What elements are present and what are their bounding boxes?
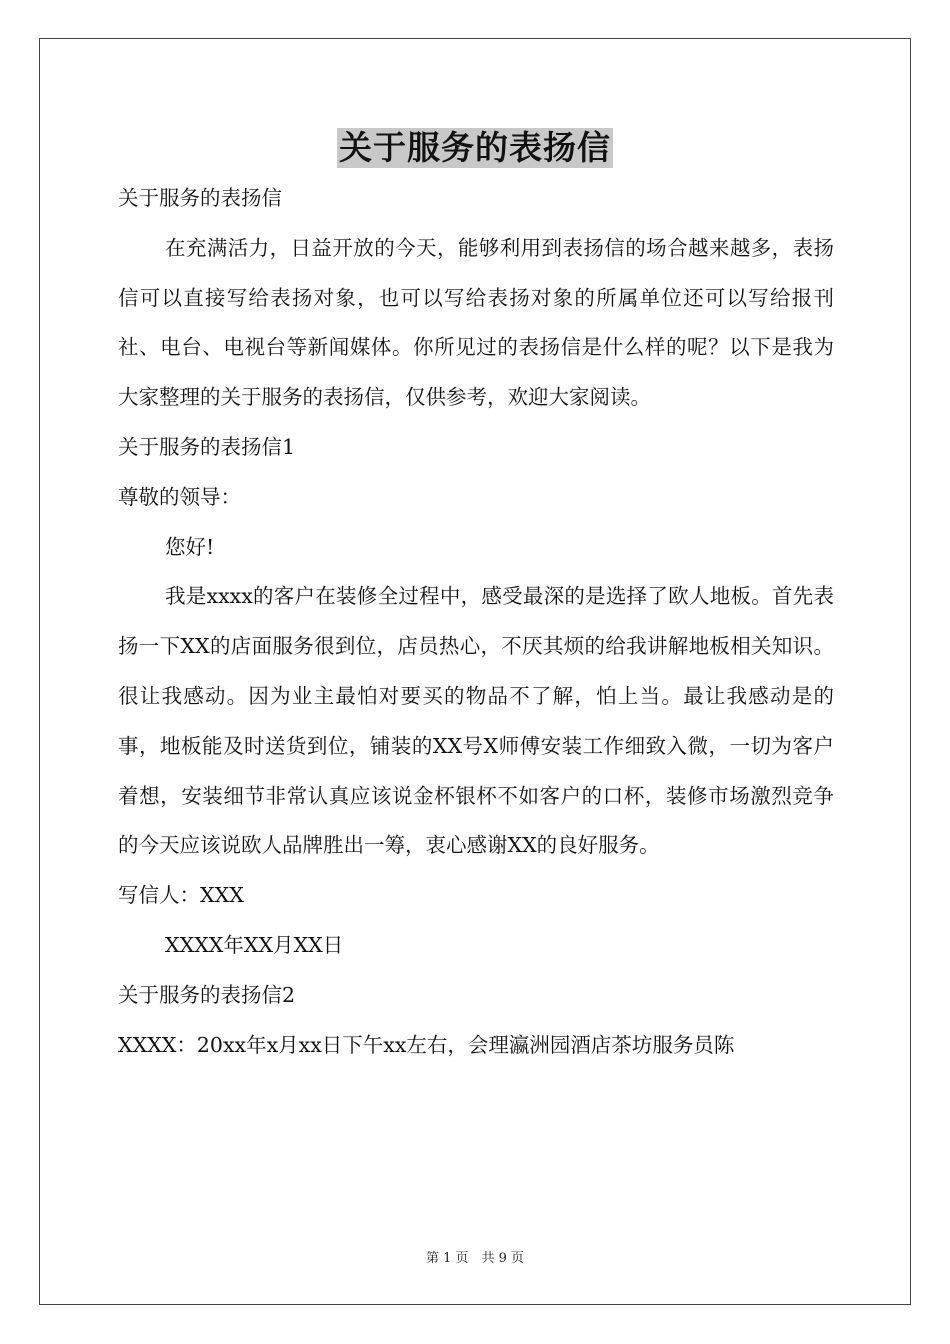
- title-container: [0, 128, 950, 168]
- letter-2-body: XXXX：20xx年x月xx日下午xx左右，会理瀛洲园酒店茶坊服务员陈: [118, 1032, 735, 1057]
- section-heading-2: 关于服务的表扬信2: [118, 982, 296, 1007]
- greeting: 您好!: [165, 534, 215, 559]
- section-heading-1: 关于服务的表扬信1: [118, 434, 296, 459]
- page-footer: [0, 1247, 950, 1266]
- letter-1-author: 写信人：XXX: [118, 883, 244, 908]
- document-title: 关于服务的表扬信: [339, 128, 611, 167]
- page-number: 第 1 页 共 9 页: [425, 1251, 525, 1266]
- letter-1-date: XXXX年XX月XX日: [165, 932, 344, 957]
- subtitle-line: 关于服务的表扬信: [118, 186, 282, 210]
- letter-1-body: 我是xxxx的客户在装修全过程中，感受最深的是选择了欧人地板。首先表扬一下XX的店面服务很到位，店员热心，不厌其烦的给我讲解地板相关知识。很让我感动。因为业主最怕对要买的物品不了解，怕上当。最让我感动是的事，地板能及时送货到位，铺装的XX号X师傅安装工作细致入微，一切为客户着想，安装细节非常认真应该说金杯银杯不如客户的口杯，装修市场激烈竞争的今天应该说欧人品牌胜出一筹，衷心感谢XX的良好服务。: [118, 584, 834, 858]
- salutation: 尊敬的领导：: [118, 484, 241, 509]
- document-body: [118, 174, 834, 1070]
- intro-paragraph: 在充满活力，日益开放的今天，能够利用到表扬信的场合越来越多，表扬信可以直接写给表扬对象，也可以写给表扬对象的所属单位还可以写给报刊社、电台、电视台等新闻媒体。你所见过的表扬信是什么样的呢？以下是我为大家整理的关于服务的表扬信，仅供参考，欢迎大家阅读。: [118, 235, 834, 410]
